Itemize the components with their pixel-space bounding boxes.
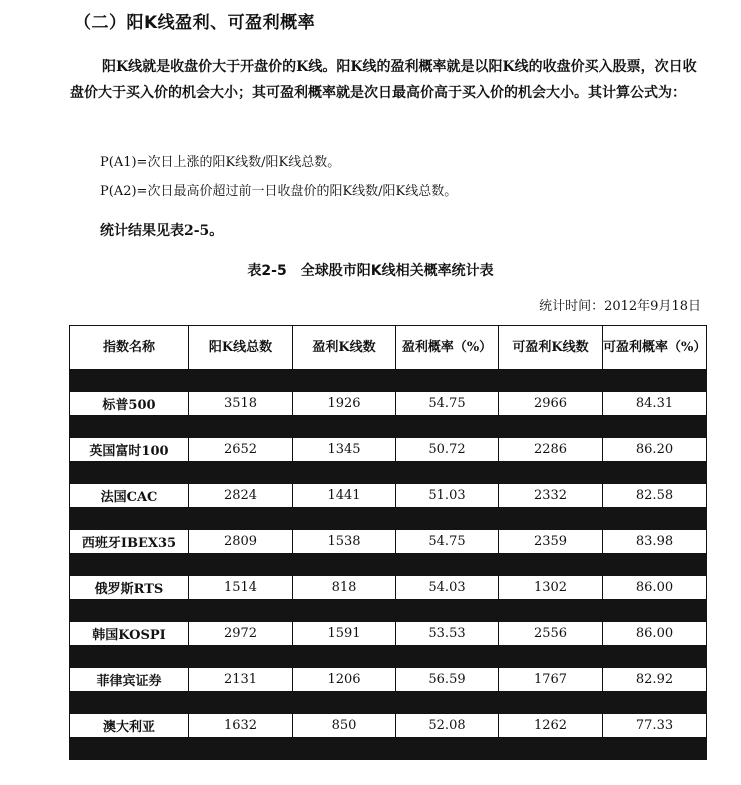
band-divider xyxy=(70,554,707,576)
table-cell: 2966 xyxy=(499,392,603,416)
table-cell: 1514 xyxy=(189,576,293,600)
table-cell: 54.75 xyxy=(396,392,499,416)
formula-p-a1: P(A1)=次日上涨的阳K线数/阳K线总数。 xyxy=(100,155,341,170)
header-profit-prob: 盈利概率（%） xyxy=(396,326,499,370)
table-cell: 86.00 xyxy=(603,576,707,600)
table-cell: 53.53 xyxy=(396,622,499,646)
table-cell: 2652 xyxy=(189,438,293,462)
header-possible-profit-count: 可盈利K线数 xyxy=(499,326,603,370)
band-divider xyxy=(70,508,707,530)
table-cell: 86.00 xyxy=(603,622,707,646)
table-cell: 77.33 xyxy=(603,714,707,738)
table-cell: 1591 xyxy=(293,622,396,646)
table-row xyxy=(70,530,707,554)
table-cell: 84.31 xyxy=(603,392,707,416)
index-name-cell: 英国富时100 xyxy=(70,438,189,462)
band-divider xyxy=(70,462,707,484)
table-cell: 2286 xyxy=(499,438,603,462)
table-cell: 1632 xyxy=(189,714,293,738)
table-cell: 1262 xyxy=(499,714,603,738)
index-name-cell: 俄罗斯RTS xyxy=(70,576,189,600)
table-cell: 50.72 xyxy=(396,438,499,462)
table-cell: 1767 xyxy=(499,668,603,692)
index-name-cell: 西班牙IBEX35 xyxy=(70,530,189,554)
table-row xyxy=(70,484,707,508)
table-row xyxy=(70,438,707,462)
table-cell: 52.08 xyxy=(396,714,499,738)
table-row xyxy=(70,576,707,600)
table-cell: 82.92 xyxy=(603,668,707,692)
section-title: （二）阳K线盈利、可盈利概率 xyxy=(74,13,316,33)
table-cell: 3518 xyxy=(189,392,293,416)
band-divider xyxy=(70,738,707,760)
table-cell: 2332 xyxy=(499,484,603,508)
table-cell: 56.59 xyxy=(396,668,499,692)
band-divider xyxy=(70,600,707,622)
table-cell: 1206 xyxy=(293,668,396,692)
table-cell: 2809 xyxy=(189,530,293,554)
table-cell: 51.03 xyxy=(396,484,499,508)
header-yang-total: 阳K线总数 xyxy=(189,326,293,370)
table-cell: 83.98 xyxy=(603,530,707,554)
table-cell: 82.58 xyxy=(603,484,707,508)
index-name-cell: 韩国KOSPI xyxy=(70,622,189,646)
table-cell: 1302 xyxy=(499,576,603,600)
table-cell: 86.20 xyxy=(603,438,707,462)
band-divider xyxy=(70,416,707,438)
table-cell: 2359 xyxy=(499,530,603,554)
probability-table xyxy=(69,325,707,760)
stat-time: 统计时间：2012年9月18日 xyxy=(539,299,701,314)
table-header-row xyxy=(70,326,707,370)
table-caption: 表2-5 全球股市阳K线相关概率统计表 xyxy=(247,263,494,279)
formula-p-a2: P(A2)=次日最高价超过前一日收盘价的阳K线数/阳K线总数。 xyxy=(100,184,458,199)
table-cell: 54.03 xyxy=(396,576,499,600)
table-cell: 850 xyxy=(293,714,396,738)
result-note: 统计结果见表2-5。 xyxy=(100,223,224,239)
index-name-cell: 法国CAC xyxy=(70,484,189,508)
table-cell: 54.75 xyxy=(396,530,499,554)
band-divider xyxy=(70,692,707,714)
table-cell: 1345 xyxy=(293,438,396,462)
table-row xyxy=(70,392,707,416)
table-row xyxy=(70,714,707,738)
table-cell: 2972 xyxy=(189,622,293,646)
intro-paragraph: 阳K线就是收盘价大于开盘价的K线。阳K线的盈利概率就是以阳K线的收盘价买入股票，次日收盘价大于买入价的机会大小；其可盈利概率就是次日最高价高于买入价的机会大小。其计算公式为： xyxy=(70,59,697,101)
table-row xyxy=(70,668,707,692)
index-name-cell: 标普500 xyxy=(70,392,189,416)
table-cell: 1926 xyxy=(293,392,396,416)
index-name-cell: 澳大利亚 xyxy=(70,714,189,738)
table-cell: 1441 xyxy=(293,484,396,508)
header-profit-count: 盈利K线数 xyxy=(293,326,396,370)
table-row xyxy=(70,622,707,646)
header-index-name: 指数名称 xyxy=(70,326,189,370)
index-name-cell: 菲律宾证券 xyxy=(70,668,189,692)
band-divider xyxy=(70,646,707,668)
table-cell: 2131 xyxy=(189,668,293,692)
table-cell: 2556 xyxy=(499,622,603,646)
table-cell: 818 xyxy=(293,576,396,600)
band-divider xyxy=(70,370,707,392)
table-cell: 2824 xyxy=(189,484,293,508)
table-cell: 1538 xyxy=(293,530,396,554)
header-possible-profit-prob: 可盈利概率（%） xyxy=(603,326,707,370)
